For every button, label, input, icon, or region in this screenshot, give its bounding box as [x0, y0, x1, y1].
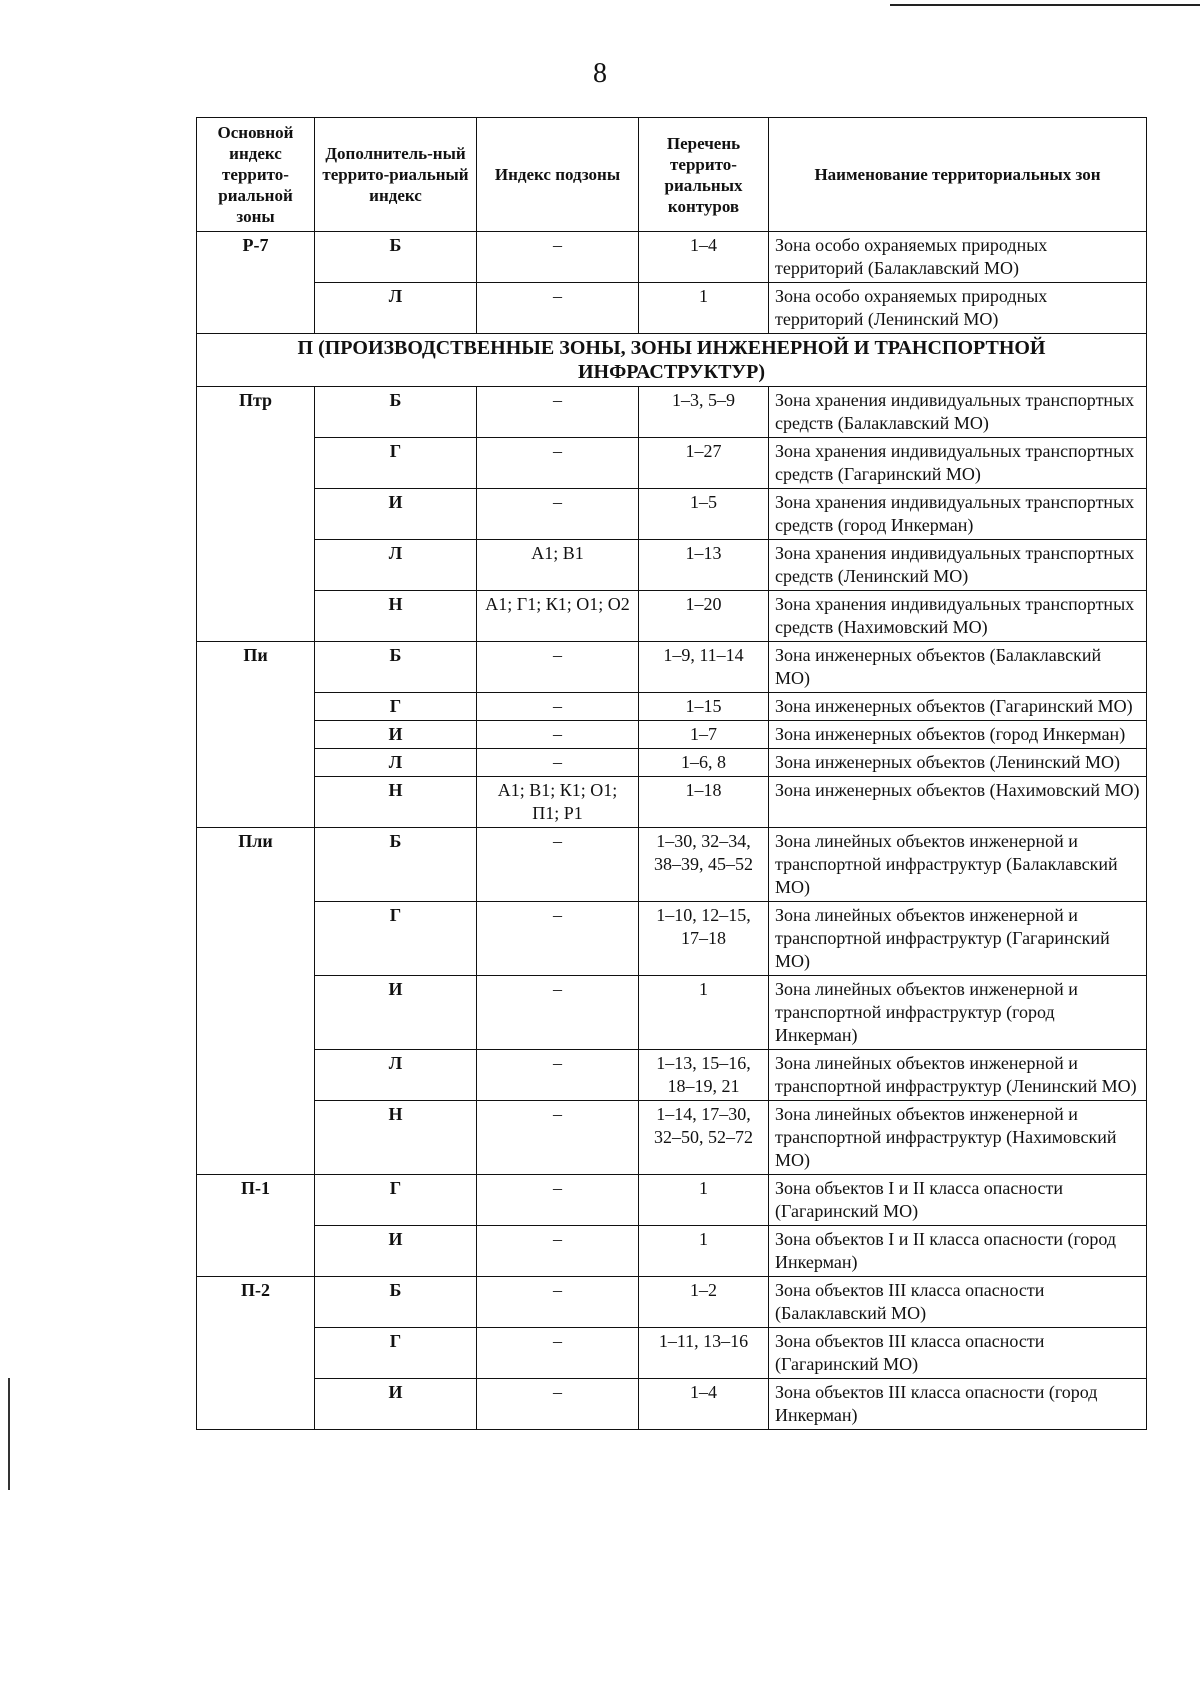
- contours-cell: 1–30, 32–34, 38–39, 45–52: [639, 828, 769, 902]
- contours-cell: 1–13: [639, 540, 769, 591]
- zone-name-cell: Зона объектов I и II класса опасности (город Инкерман): [769, 1226, 1147, 1277]
- zone-name-cell: Зона хранения индивидуальных транспортных средств (Нахимовский МО): [769, 591, 1147, 642]
- zone-name-cell: Зона хранения индивидуальных транспортных средств (город Инкерман): [769, 489, 1147, 540]
- subzone-index-cell: –: [477, 902, 639, 976]
- table-row: [197, 591, 1147, 642]
- header-subzone-index: Индекс подзоны: [477, 118, 639, 232]
- contours-cell: 1–10, 12–15, 17–18: [639, 902, 769, 976]
- header-contours: Перечень террито-риальных контуров: [639, 118, 769, 232]
- subzone-index-cell: –: [477, 1101, 639, 1175]
- contours-cell: 1: [639, 283, 769, 334]
- contours-cell: 1–3, 5–9: [639, 387, 769, 438]
- zone-name-cell: Зона инженерных объектов (Ленинский МО): [769, 749, 1147, 777]
- section-title: П (ПРОИЗВОДСТВЕННЫЕ ЗОНЫ, ЗОНЫ ИНЖЕНЕРНОЙ И ТРАНСПОРТНОЙ ИНФРАСТРУКТУР): [197, 334, 1147, 387]
- subzone-index-cell: А1; Г1; К1; О1; О2: [477, 591, 639, 642]
- table-row: [197, 1050, 1147, 1101]
- subzone-index-cell: –: [477, 693, 639, 721]
- header-main-index: Основной индекс террито-риальной зоны: [197, 118, 315, 232]
- contours-cell: 1–9, 11–14: [639, 642, 769, 693]
- table-row: [197, 693, 1147, 721]
- table-row: [197, 777, 1147, 828]
- subzone-index-cell: –: [477, 749, 639, 777]
- table-row: [197, 642, 1147, 693]
- header-zone-name: Наименование территориальных зон: [769, 118, 1147, 232]
- subzone-index-cell: –: [477, 232, 639, 283]
- table-row: [197, 1277, 1147, 1328]
- zone-name-cell: Зона хранения индивидуальных транспортных средств (Ленинский МО): [769, 540, 1147, 591]
- table-row: [197, 1101, 1147, 1175]
- main-index-cell: П-2: [197, 1277, 315, 1430]
- table-row: [197, 438, 1147, 489]
- contours-cell: 1: [639, 1226, 769, 1277]
- subzone-index-cell: –: [477, 721, 639, 749]
- subzone-index-cell: –: [477, 828, 639, 902]
- additional-index-cell: Б: [315, 642, 477, 693]
- additional-index-cell: И: [315, 1379, 477, 1430]
- additional-index-cell: Л: [315, 749, 477, 777]
- additional-index-cell: И: [315, 976, 477, 1050]
- subzone-index-cell: –: [477, 1175, 639, 1226]
- additional-index-cell: Б: [315, 828, 477, 902]
- additional-index-cell: Н: [315, 591, 477, 642]
- subzone-index-cell: –: [477, 489, 639, 540]
- contours-cell: 1–20: [639, 591, 769, 642]
- additional-index-cell: Н: [315, 777, 477, 828]
- table-row: [197, 749, 1147, 777]
- table-row: [197, 1328, 1147, 1379]
- zone-name-cell: Зона линейных объектов инженерной и транспортной инфраструктур (город Инкерман): [769, 976, 1147, 1050]
- zone-name-cell: Зона линейных объектов инженерной и транспортной инфраструктур (Ленинский МО): [769, 1050, 1147, 1101]
- subzone-index-cell: –: [477, 976, 639, 1050]
- zone-name-cell: Зона объектов I и II класса опасности (Гагаринский МО): [769, 1175, 1147, 1226]
- main-index-cell: Птр: [197, 387, 315, 642]
- subzone-index-cell: А1; В1; К1; О1; П1; Р1: [477, 777, 639, 828]
- zone-name-cell: Зона инженерных объектов (город Инкерман): [769, 721, 1147, 749]
- contours-cell: 1–14, 17–30, 32–50, 52–72: [639, 1101, 769, 1175]
- zone-name-cell: Зона инженерных объектов (Гагаринский МО): [769, 693, 1147, 721]
- zones-table: [196, 117, 1147, 1430]
- main-index-cell: Р-7: [197, 232, 315, 334]
- subzone-index-cell: –: [477, 1328, 639, 1379]
- zones-table-body: [197, 232, 1147, 1430]
- zone-name-cell: Зона линейных объектов инженерной и транспортной инфраструктур (Балаклавский МО): [769, 828, 1147, 902]
- additional-index-cell: Г: [315, 902, 477, 976]
- contours-cell: 1–4: [639, 1379, 769, 1430]
- table-row: [197, 1175, 1147, 1226]
- subzone-index-cell: –: [477, 283, 639, 334]
- contours-cell: 1–2: [639, 1277, 769, 1328]
- table-row: [197, 828, 1147, 902]
- contours-cell: 1–7: [639, 721, 769, 749]
- table-row: [197, 976, 1147, 1050]
- scan-margin-mark: [8, 1378, 10, 1490]
- additional-index-cell: Б: [315, 1277, 477, 1328]
- subzone-index-cell: –: [477, 1226, 639, 1277]
- table-row: [197, 283, 1147, 334]
- additional-index-cell: Г: [315, 1328, 477, 1379]
- subzone-index-cell: –: [477, 387, 639, 438]
- additional-index-cell: Л: [315, 540, 477, 591]
- table-row: [197, 387, 1147, 438]
- page-number: 8: [593, 58, 607, 89]
- subzone-index-cell: –: [477, 1050, 639, 1101]
- additional-index-cell: Г: [315, 693, 477, 721]
- zone-name-cell: Зона линейных объектов инженерной и транспортной инфраструктур (Гагаринский МО): [769, 902, 1147, 976]
- additional-index-cell: Н: [315, 1101, 477, 1175]
- subzone-index-cell: –: [477, 642, 639, 693]
- table-header-row: [197, 118, 1147, 232]
- zone-name-cell: Зона особо охраняемых природных территорий (Ленинский МО): [769, 283, 1147, 334]
- contours-cell: 1–6, 8: [639, 749, 769, 777]
- subzone-index-cell: –: [477, 1277, 639, 1328]
- contours-cell: 1–27: [639, 438, 769, 489]
- contours-cell: 1: [639, 1175, 769, 1226]
- additional-index-cell: Л: [315, 1050, 477, 1101]
- table-row: [197, 902, 1147, 976]
- additional-index-cell: Б: [315, 232, 477, 283]
- contours-cell: 1–5: [639, 489, 769, 540]
- zone-name-cell: Зона объектов III класса опасности (город Инкерман): [769, 1379, 1147, 1430]
- table-row: [197, 721, 1147, 749]
- subzone-index-cell: –: [477, 438, 639, 489]
- contours-cell: 1–13, 15–16, 18–19, 21: [639, 1050, 769, 1101]
- zone-name-cell: Зона объектов III класса опасности (Гагаринский МО): [769, 1328, 1147, 1379]
- zone-name-cell: Зона объектов III класса опасности (Балаклавский МО): [769, 1277, 1147, 1328]
- main-index-cell: Пли: [197, 828, 315, 1175]
- additional-index-cell: И: [315, 1226, 477, 1277]
- header-additional-index: Дополнитель-ный террито-риальный индекс: [315, 118, 477, 232]
- table-row: [197, 1226, 1147, 1277]
- subzone-index-cell: –: [477, 1379, 639, 1430]
- contours-cell: 1–4: [639, 232, 769, 283]
- zone-name-cell: Зона хранения индивидуальных транспортных средств (Балаклавский МО): [769, 387, 1147, 438]
- table-row: [197, 1379, 1147, 1430]
- additional-index-cell: Г: [315, 438, 477, 489]
- additional-index-cell: Б: [315, 387, 477, 438]
- additional-index-cell: И: [315, 721, 477, 749]
- contours-cell: 1–11, 13–16: [639, 1328, 769, 1379]
- main-index-cell: Пи: [197, 642, 315, 828]
- table-row: [197, 540, 1147, 591]
- section-header-row: [197, 334, 1147, 387]
- zone-name-cell: Зона особо охраняемых природных территорий (Балаклавский МО): [769, 232, 1147, 283]
- additional-index-cell: И: [315, 489, 477, 540]
- contours-cell: 1: [639, 976, 769, 1050]
- additional-index-cell: Г: [315, 1175, 477, 1226]
- additional-index-cell: Л: [315, 283, 477, 334]
- subzone-index-cell: А1; В1: [477, 540, 639, 591]
- contours-cell: 1–15: [639, 693, 769, 721]
- table-row: [197, 232, 1147, 283]
- table-row: [197, 489, 1147, 540]
- zone-name-cell: Зона хранения индивидуальных транспортных средств (Гагаринский МО): [769, 438, 1147, 489]
- scan-edge-line: [890, 4, 1200, 6]
- contours-cell: 1–18: [639, 777, 769, 828]
- zone-name-cell: Зона инженерных объектов (Нахимовский МО): [769, 777, 1147, 828]
- zone-name-cell: Зона линейных объектов инженерной и транспортной инфраструктур (Нахимовский МО): [769, 1101, 1147, 1175]
- zone-name-cell: Зона инженерных объектов (Балаклавский МО): [769, 642, 1147, 693]
- main-index-cell: П-1: [197, 1175, 315, 1277]
